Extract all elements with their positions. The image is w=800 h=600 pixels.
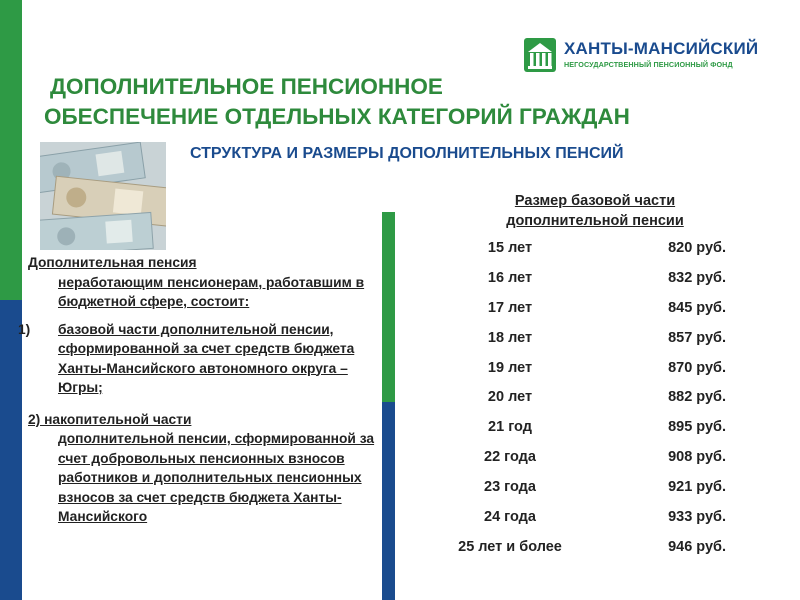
list-item-first-line: 2) накопительной части [28,411,192,427]
table-row [430,509,730,539]
table-row [430,330,730,360]
pension-amount: 946 руб. [668,538,726,555]
table-row [430,479,730,509]
table-row [430,270,730,300]
service-years: 18 лет [487,329,533,346]
intro-rest: неработающим пенсионерам, работавшим в бюджетной сфере, состоит: [58,274,365,309]
pension-amount: 820 руб. [668,240,726,256]
list-item [18,320,388,398]
logo-subtitle: НЕГОСУДАРСТВЕННЫЙ ПЕНСИОННЫЙ ФОНД [564,60,733,69]
service-years: 15 лет [487,240,533,256]
logo-name: ХАНТЫ-МАНСИЙСКИЙ [564,39,759,58]
intro-first-line: Дополнительная пенсия [28,255,197,270]
service-years: 22 года [484,449,536,466]
table-header: Размер базовой части дополнительной пенсии [506,193,684,229]
table-row [430,389,730,419]
service-years: 17 лет [487,299,533,316]
pension-amount: 933 руб. [668,509,726,526]
pension-amount: 870 руб. [668,359,726,376]
pension-amount: 895 руб. [668,419,726,436]
pension-amount: 908 руб. [668,449,726,466]
list-item-number: 1) [18,321,31,337]
page-title-line-1: ДОПОЛНИТЕЛЬНОЕ ПЕНСИОННОЕ [50,74,443,99]
pension-amount: 845 руб. [668,299,726,316]
table-row [430,360,730,390]
pension-table [430,240,730,569]
pension-amount: 882 руб. [668,389,726,406]
page-subtitle: СТРУКТУРА И РАЗМЕРЫ ДОПОЛНИТЕЛЬНЫХ ПЕНСИЙ [190,145,624,162]
pension-amount: 832 руб. [668,269,726,286]
banknotes-image [40,142,166,250]
service-years: 20 лет [487,389,533,406]
pension-description [18,253,388,527]
pension-amount: 921 руб. [668,479,726,496]
fund-logo-icon [524,38,556,72]
table-row [430,419,730,449]
service-years: 19 лет [487,359,533,376]
list-item-text: базовой части дополнительной пенсии, сформированной за счет средств бюджета Ханты-Мансийского автономного округа – Югры; [58,321,355,395]
service-years: 16 лет [487,269,533,286]
page-title [44,72,784,132]
list-item-text: дополнительной пенсии, сформированной за счет добровольных пенсионных взносов работников и дополнительных пенсионных взносов за счет средств бюджета Ханты-Мансийского [58,431,375,524]
list-item [18,410,388,527]
service-years: 23 года [484,479,536,496]
service-years: 21 год [488,419,532,436]
service-years: 24 года [484,509,536,526]
pension-amount: 857 руб. [668,329,726,346]
service-years: 25 лет и более [458,538,562,555]
table-row [430,300,730,330]
table-row [430,539,730,569]
table-row [430,240,730,270]
fund-logo [524,38,786,74]
table-row [430,449,730,479]
intro-paragraph [18,253,388,312]
page-title-line-2: ОБЕСПЕЧЕНИЕ ОТДЕЛЬНЫХ КАТЕГОРИЙ ГРАЖДАН [44,104,630,129]
